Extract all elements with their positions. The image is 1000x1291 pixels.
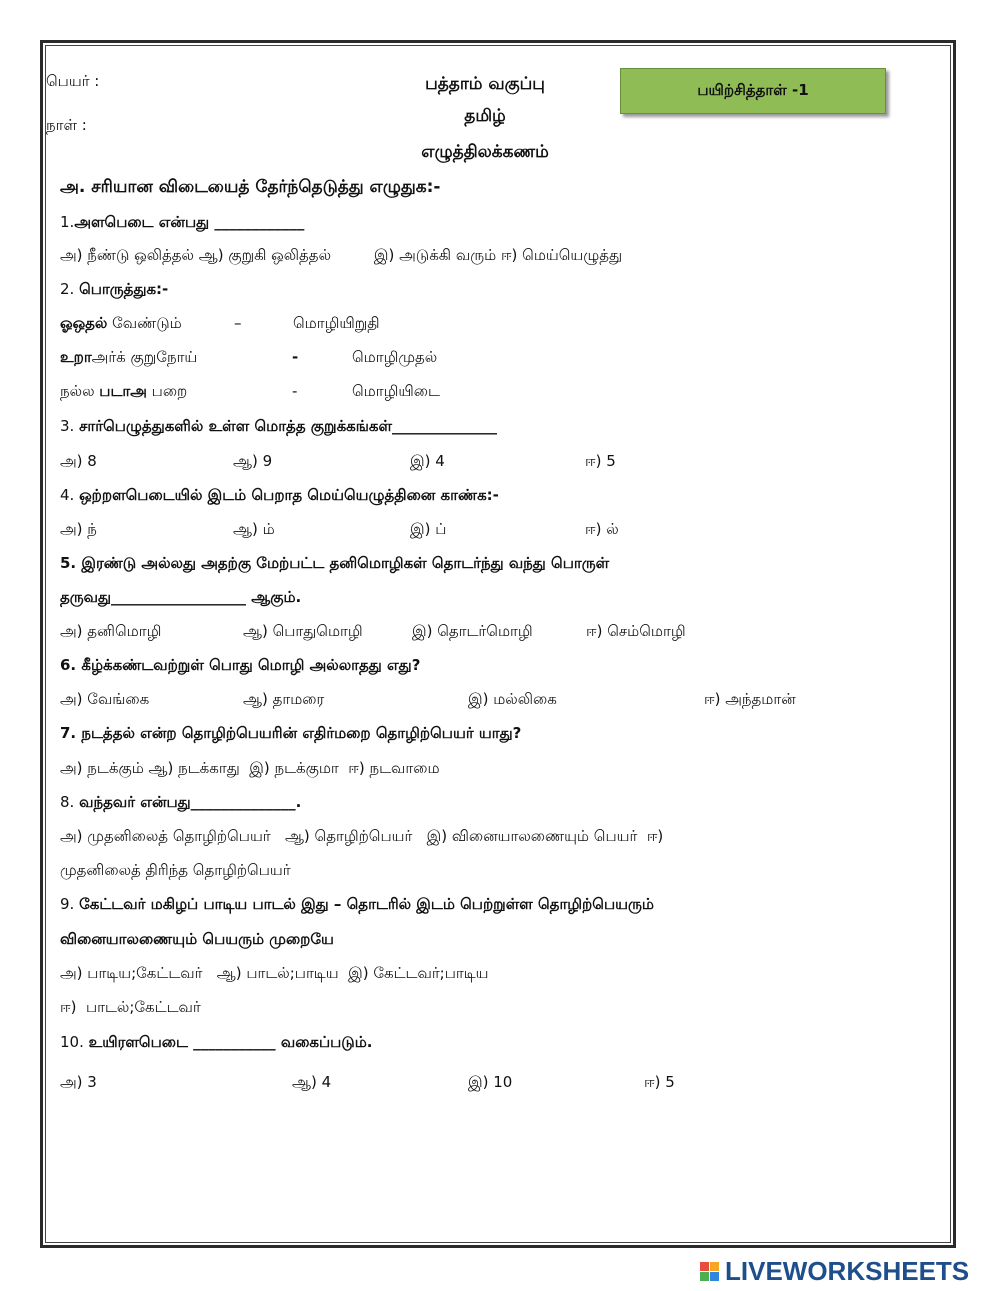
question-8 bbox=[60, 793, 301, 813]
question-text: அளபெடை என்பது ____________ bbox=[74, 213, 305, 231]
question-number: 10. bbox=[60, 1033, 84, 1051]
question-number: 9. bbox=[60, 895, 75, 913]
question-8-options-line-2: முதனிலைத் திரிந்த தொழிற்பெயர் bbox=[60, 861, 291, 879]
question-text: ஒற்றளபெடையில் இடம் பெறாத மெய்யெழுத்தினை காண்க:- bbox=[79, 486, 499, 504]
option-d: ஈ) அந்தமான் bbox=[704, 690, 796, 708]
section-title: அ. சரியான விடையைத் தேர்ந்தெடுத்து எழுதுக:- bbox=[60, 177, 441, 197]
question-9 bbox=[60, 895, 654, 915]
option-a: அ) 3 bbox=[60, 1073, 97, 1091]
title-line-1: பத்தாம் வகுப்பு bbox=[425, 74, 545, 94]
option-a: அ) ந் bbox=[60, 520, 97, 538]
match-row-1-left: ஓஒதல் வேண்டும் bbox=[60, 314, 182, 332]
question-8-options-line-1: அ) முதனிலைத் தொழிற்பெயர் ஆ) தொழிற்பெயர் இ) வினையாலணையும் பெயர் ஈ) bbox=[60, 827, 664, 845]
question-text: கேட்டவர் மகிழப் பாடிய பாடல் இது – தொடரில் இடம் பெற்றுள்ள தொழிற்பெயரும் bbox=[79, 895, 654, 913]
option-b: ஆ) தாமரை bbox=[243, 690, 325, 708]
match-row-1-right: மொழியிறுதி bbox=[293, 314, 380, 332]
option-d: ஈ) 5 bbox=[585, 452, 616, 470]
option-c: இ) 10 bbox=[468, 1073, 513, 1091]
question-5-line-2: தருவது__________________ ஆகும். bbox=[60, 588, 302, 606]
option-a: அ) தனிமொழி bbox=[60, 622, 162, 640]
name-label: பெயர் : bbox=[46, 72, 100, 90]
question-6: 6. கீழ்க்கண்டவற்றுள் பொது மொழி அல்லாதது எது? bbox=[60, 656, 421, 674]
question-text: வந்தவர் என்பது______________. bbox=[79, 793, 302, 811]
question-7-options: அ) நடக்கும் ஆ) நடக்காது இ) நடக்குமா ஈ) நடவாமை bbox=[60, 759, 440, 777]
option-d: ஈ) 5 bbox=[644, 1073, 675, 1091]
option-b: ஆ) ம் bbox=[233, 520, 275, 538]
option-b: ஆ) 4 bbox=[292, 1073, 332, 1091]
question-1-options: அ) நீண்டு ஒலித்தல் ஆ) குறுகி ஒலித்தல் இ) அடுக்கி வரும் ஈ) மெய்யெழுத்து bbox=[60, 246, 623, 264]
question-number: 2. bbox=[60, 280, 75, 298]
question-10 bbox=[60, 1033, 372, 1053]
option-a: அ) 8 bbox=[60, 452, 97, 470]
option-c: இ) மல்லிகை bbox=[468, 690, 557, 708]
question-9-options-line-2: ஈ) பாடல்;கேட்டவர் bbox=[60, 998, 201, 1016]
match-row-1-dash: – bbox=[234, 314, 242, 332]
option-a: அ) வேங்கை bbox=[60, 690, 150, 708]
match-row-2-right: மொழிமுதல் bbox=[352, 348, 438, 366]
match-row-3-right: மொழியிடை bbox=[352, 382, 440, 400]
option-c: இ) 4 bbox=[410, 452, 445, 470]
question-text: சார்பெழுத்துகளில் உள்ள மொத்த குறுக்கங்கள்______________ bbox=[79, 417, 498, 435]
question-7: 7. நடத்தல் என்ற தொழிற்பெயரின் எதிர்மறை தொழிற்பெயர் யாது? bbox=[60, 724, 522, 742]
option-d: ஈ) செம்மொழி bbox=[586, 622, 686, 640]
match-row-2-dash: - bbox=[292, 348, 299, 366]
match-row-2-left: உறாஅர்க் குறுநோய் bbox=[60, 348, 198, 366]
option-b: ஆ) 9 bbox=[233, 452, 273, 470]
question-number: 8. bbox=[60, 793, 75, 811]
question-4 bbox=[60, 486, 499, 506]
liveworksheets-brand bbox=[700, 1256, 969, 1287]
question-5-line-1: 5. இரண்டு அல்லது அதற்கு மேற்பட்ட தனிமொழிகள் தொடர்ந்து வந்து பொருள் bbox=[60, 554, 610, 572]
date-label: நாள் : bbox=[46, 116, 87, 134]
match-row-3-dash: - bbox=[292, 382, 298, 400]
question-number: 1. bbox=[60, 213, 75, 231]
worksheet-badge: பயிற்சித்தாள் -1 bbox=[620, 68, 886, 114]
question-3 bbox=[60, 417, 497, 437]
liveworksheets-logo-icon bbox=[700, 1262, 719, 1281]
option-c: இ) தொடர்மொழி bbox=[412, 622, 533, 640]
title-line-2: தமிழ் bbox=[464, 106, 506, 126]
question-1 bbox=[60, 213, 304, 233]
option-d: ஈ) ல் bbox=[585, 520, 619, 538]
question-number: 4. bbox=[60, 486, 75, 504]
option-c: இ) ப் bbox=[410, 520, 447, 538]
match-row-3-left: நல்ல படாஅ பறை bbox=[60, 382, 188, 400]
question-9-options-line-1: அ) பாடிய;கேட்டவர் ஆ) பாடல்;பாடிய இ) கேட்டவர்;பாடிய bbox=[60, 964, 489, 982]
brand-name: LIVEWORKSHEETS bbox=[725, 1256, 970, 1286]
question-number: 3. bbox=[60, 417, 75, 435]
question-9-line-2: வினையாலணையும் பெயரும் முறையே bbox=[60, 930, 334, 948]
question-2 bbox=[60, 280, 168, 300]
question-text: பொருத்துக:- bbox=[79, 280, 169, 298]
question-text: உயிரளபெடை ___________ வகைப்படும். bbox=[88, 1033, 373, 1051]
option-b: ஆ) பொதுமொழி bbox=[243, 622, 363, 640]
title-line-3: எழுத்திலக்கணம் bbox=[421, 142, 549, 162]
